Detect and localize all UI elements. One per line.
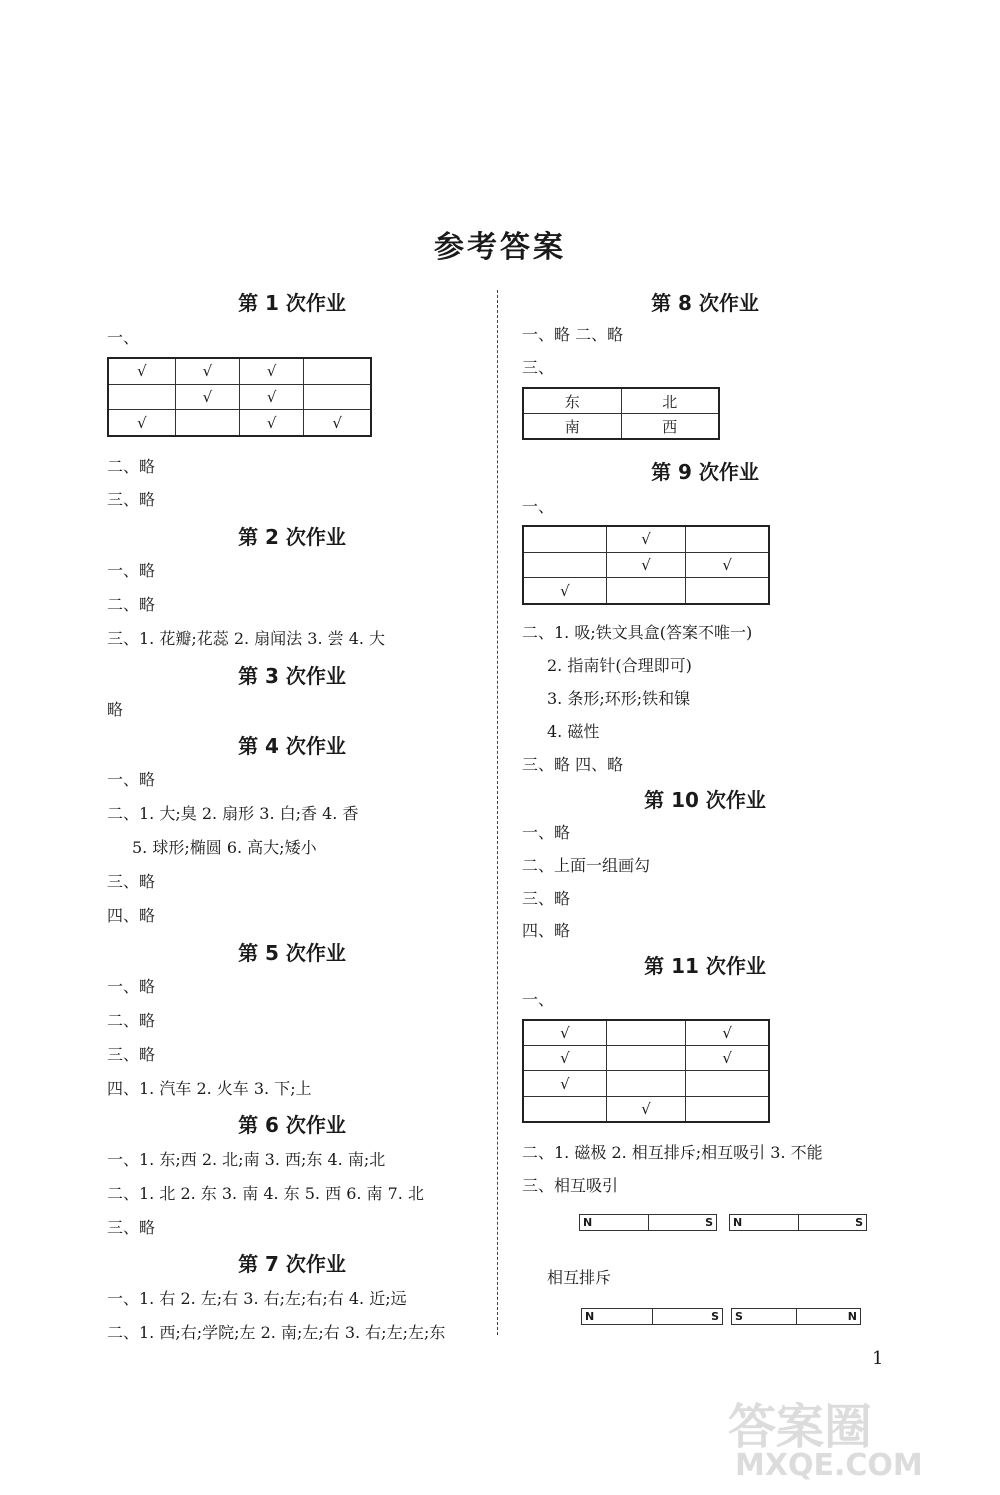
heading-hw2: 第 2 次作业 [238,525,346,549]
hw11-line-3: 三、相互吸引 [522,1176,619,1195]
heading-hw6: 第 6 次作业 [238,1113,346,1137]
table-cell [304,358,371,384]
page-title: 参考答案 [434,230,566,265]
table-cell: √ [606,1096,685,1122]
page-number: 1 [872,1348,884,1369]
table-cell: √ [686,1020,769,1046]
table-cell [175,410,239,436]
hw5-line-4: 四、1. 汽车 2. 火车 3. 下;上 [107,1079,312,1098]
hw8-label-3: 三、 [522,358,555,377]
hw6-line-2: 二、1. 北 2. 东 3. 南 4. 东 5. 西 6. 南 7. 北 [107,1184,424,1203]
hw4-line-3: 三、略 [107,872,156,891]
hw11-line-3b: 相互排斥 [547,1268,612,1287]
hw10-line-4: 四、略 [522,921,571,940]
magnet-pole: S [711,1310,719,1323]
table-cell: √ [239,358,303,384]
magnet-pole: N [580,1215,649,1230]
table-cell: √ [686,1046,769,1071]
hw1-line-2: 二、略 [107,457,156,476]
table-cell: 西 [621,414,719,440]
hw9-label-1: 一、 [522,497,555,516]
hw5-line-2: 二、略 [107,1011,156,1030]
magnet-pole: S [855,1216,863,1229]
hw5-line-1: 一、略 [107,977,156,996]
magnet-pole: N [847,1310,857,1323]
magnet-pole: S [705,1216,713,1229]
table-cell [523,1096,606,1122]
table-cell [523,552,606,578]
table-cell [606,578,685,604]
magnet-repel-1 [581,1308,723,1325]
heading-hw7: 第 7 次作业 [238,1252,346,1276]
heading-hw4: 第 4 次作业 [238,734,346,758]
hw9-table [522,525,770,605]
heading-hw8: 第 8 次作业 [651,291,759,315]
heading-hw9: 第 9 次作业 [651,460,759,484]
table-cell: √ [239,384,303,410]
heading-hw11: 第 11 次作业 [644,954,766,978]
table-cell: 北 [621,388,719,414]
hw6-line-3: 三、略 [107,1218,156,1237]
table-cell: √ [523,578,606,604]
watermark-url: MXQE.COM [735,1448,923,1483]
table-cell: √ [523,1046,606,1071]
magnet-pole: N [730,1215,799,1230]
heading-hw10: 第 10 次作业 [644,788,766,812]
hw5-line-3: 三、略 [107,1045,156,1064]
hw1-table [107,357,372,437]
table-cell: √ [239,410,303,436]
hw9-line-2d: 4. 磁性 [547,722,600,741]
hw11-label-1: 一、 [522,990,555,1009]
table-cell: √ [523,1071,606,1096]
table-cell [523,526,606,552]
hw2-line-2: 二、略 [107,595,156,614]
table-cell [108,384,175,410]
hw8-line-1: 一、略 二、略 [522,325,624,344]
hw10-line-3: 三、略 [522,889,571,908]
hw11-line-2: 二、1. 磁极 2. 相互排斥;相互吸引 3. 不能 [522,1143,823,1162]
hw8-direction-table [522,387,720,440]
magnet-repel-2 [731,1308,861,1325]
hw4-line-2: 二、1. 大;臭 2. 扇形 3. 白;香 4. 香 [107,804,359,823]
table-cell: √ [606,552,685,578]
table-cell [606,1020,685,1046]
hw10-line-2: 二、上面一组画勾 [522,856,651,875]
hw7-line-1: 一、1. 右 2. 左;右 3. 右;左;右;右 4. 近;远 [107,1289,407,1308]
hw7-line-2: 二、1. 西;右;学院;左 2. 南;左;右 3. 右;左;左;东 [107,1323,446,1342]
heading-hw1: 第 1 次作业 [238,291,346,315]
hw9-line-2c: 3. 条形;环形;铁和镍 [547,689,691,708]
heading-hw3: 第 3 次作业 [238,664,346,688]
table-cell: √ [606,526,685,552]
hw9-line-2b: 2. 指南针(合理即可) [547,656,692,675]
table-cell [686,578,769,604]
hw4-line-2b: 5. 球形;椭圆 6. 高大;矮小 [132,838,317,857]
table-cell [606,1046,685,1071]
hw4-line-1: 一、略 [107,770,156,789]
table-cell: √ [686,552,769,578]
table-cell [686,526,769,552]
column-divider [497,290,498,1335]
table-cell: √ [175,384,239,410]
table-cell: √ [523,1020,606,1046]
watermark-brand: 答案圈 [728,1399,873,1455]
hw10-line-1: 一、略 [522,823,571,842]
table-cell [686,1071,769,1096]
hw2-line-3: 三、1. 花瓣;花蕊 2. 扇闻法 3. 尝 4. 大 [107,629,386,648]
table-cell: √ [108,358,175,384]
table-cell [606,1071,685,1096]
hw9-line-2: 二、1. 吸;铁文具盒(答案不唯一) [522,623,753,642]
hw1-line-3: 三、略 [107,490,156,509]
magnet-pole: S [732,1309,797,1324]
hw6-line-1: 一、1. 东;西 2. 北;南 3. 西;东 4. 南;北 [107,1150,386,1169]
heading-hw5: 第 5 次作业 [238,941,346,965]
magnet-attract-1 [579,1214,717,1231]
table-cell: 东 [523,388,621,414]
hw3-line-1: 略 [107,700,124,719]
table-cell [304,384,371,410]
magnet-pole: N [582,1309,653,1324]
table-cell: 南 [523,414,621,440]
table-cell: √ [175,358,239,384]
hw11-table [522,1019,770,1123]
table-cell: √ [108,410,175,436]
table-cell: √ [304,410,371,436]
hw9-line-3: 三、略 四、略 [522,755,624,774]
magnet-attract-2 [729,1214,867,1231]
table-cell [686,1096,769,1122]
hw1-label-1: 一、 [107,328,140,347]
hw2-line-1: 一、略 [107,561,156,580]
hw4-line-4: 四、略 [107,906,156,925]
